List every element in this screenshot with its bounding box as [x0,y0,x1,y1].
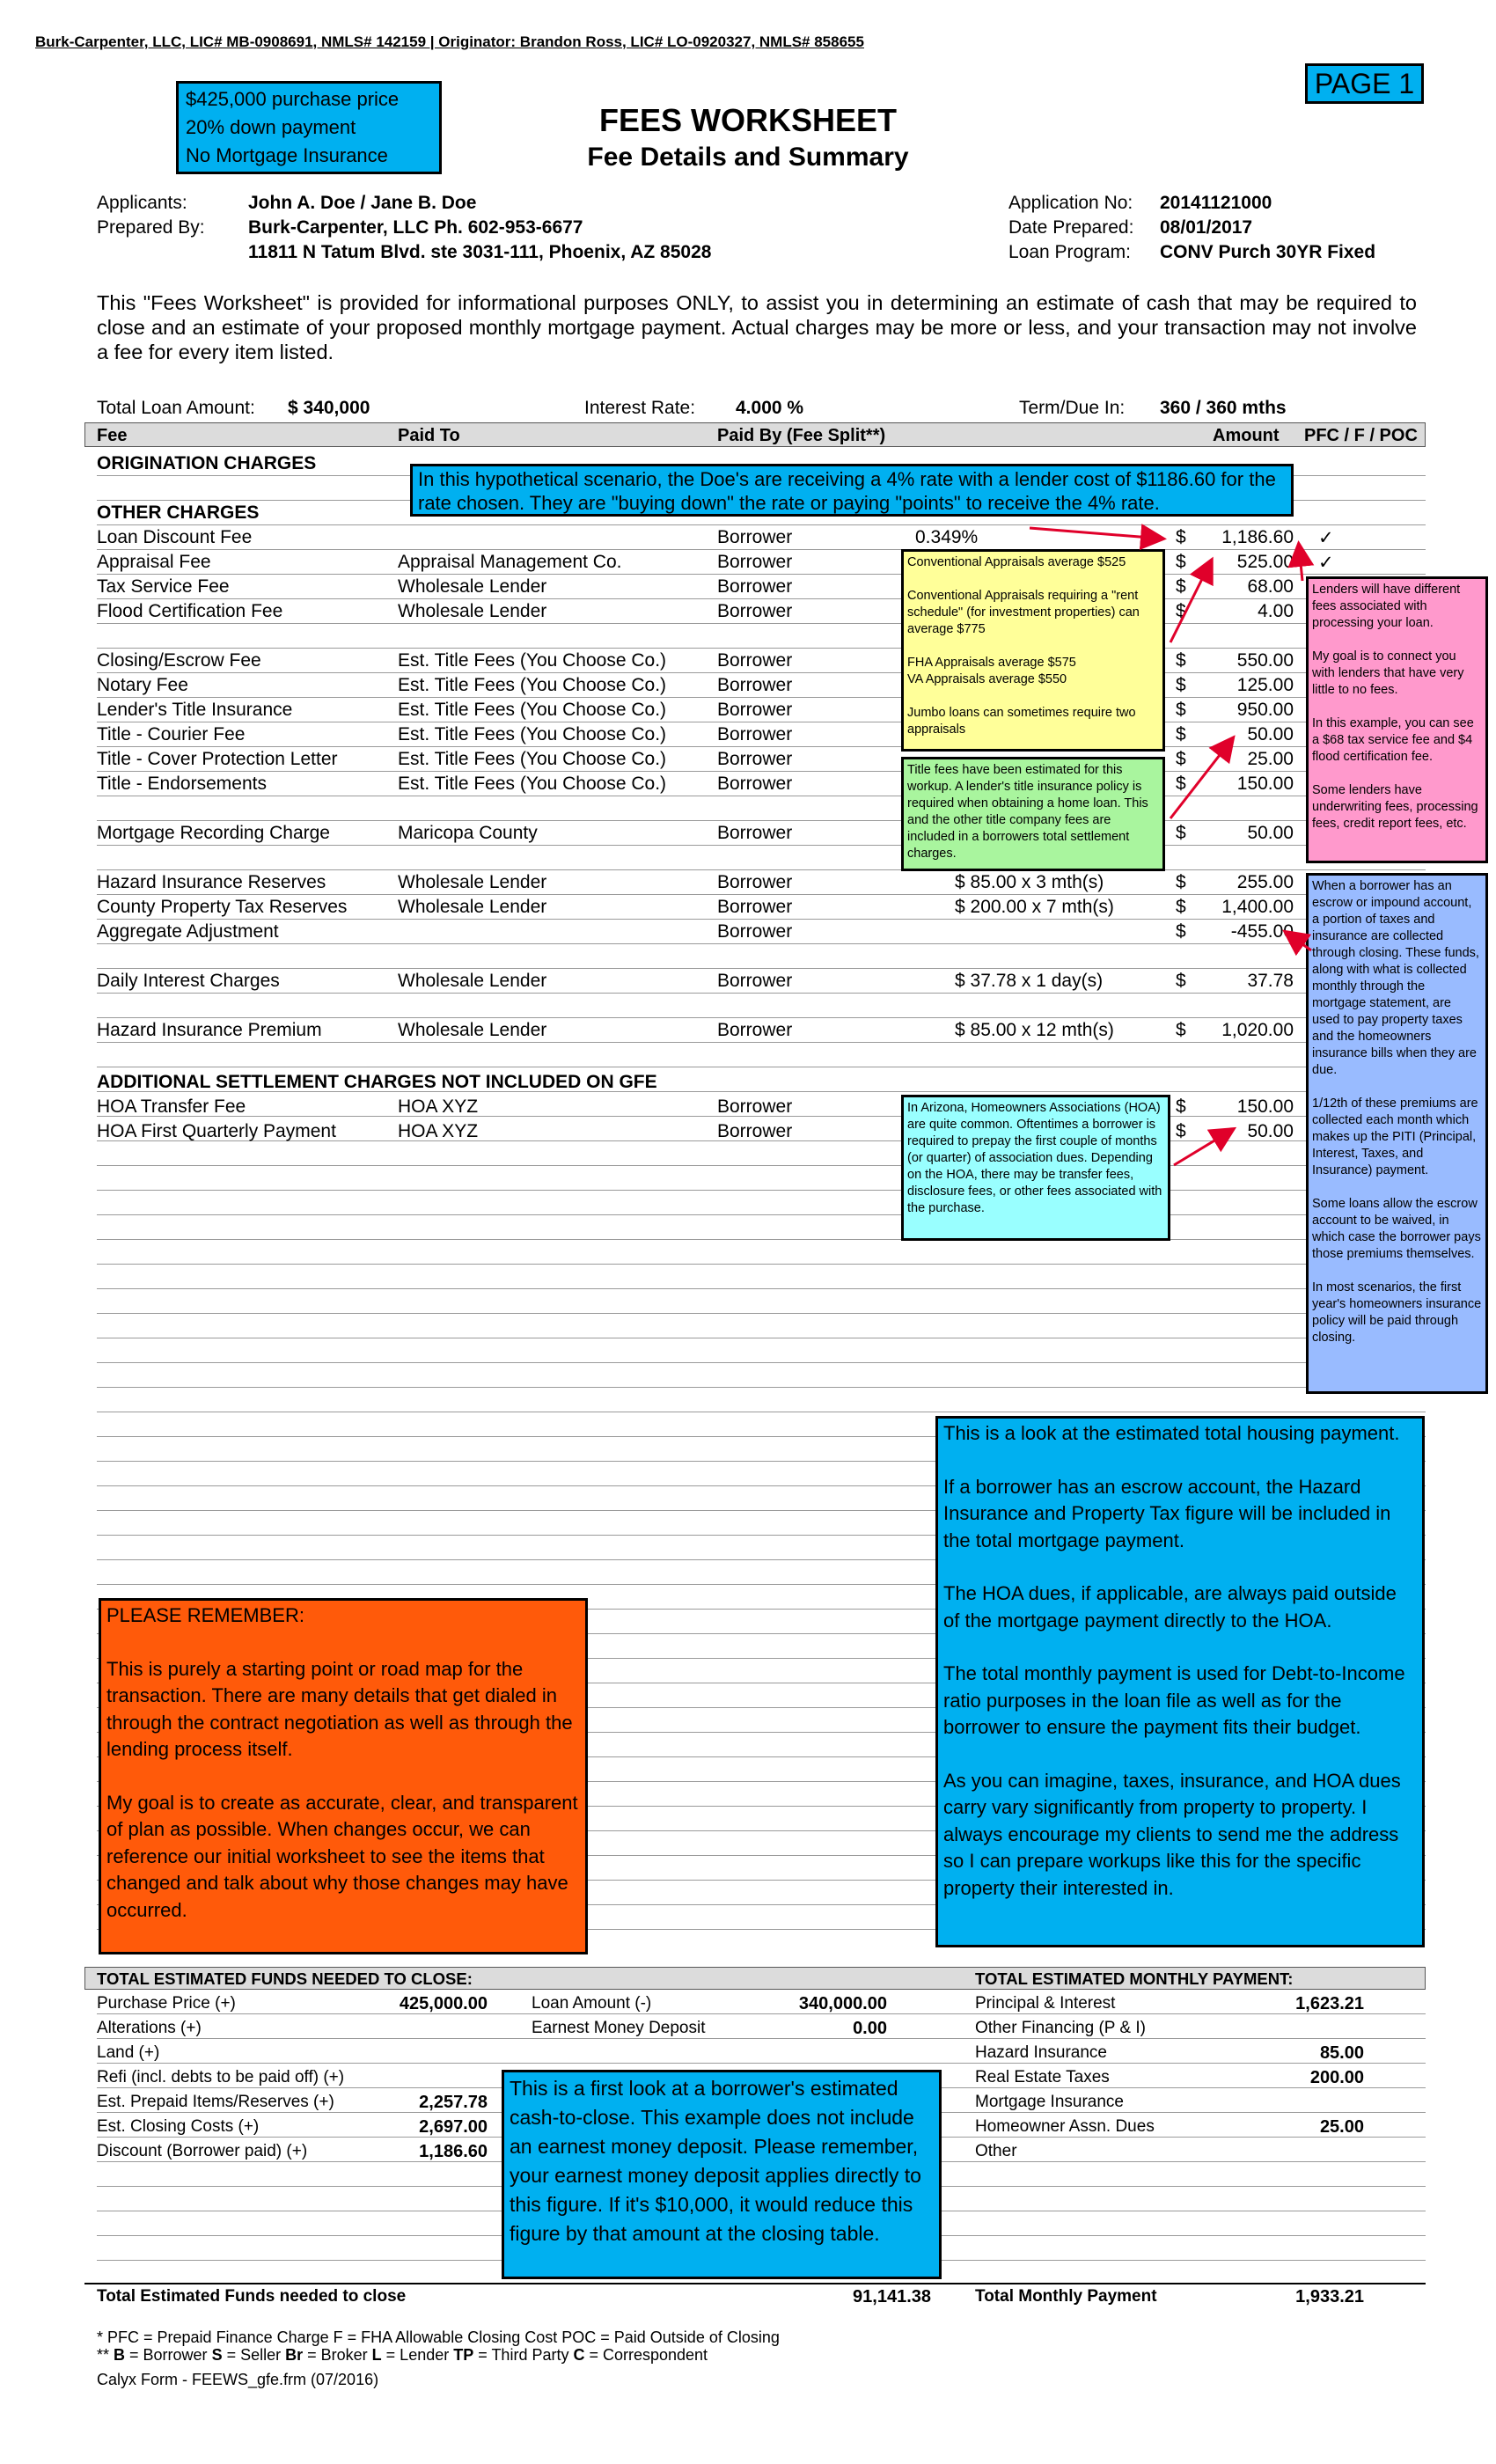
appraisal-note-line: VA Appraisals average $550 [907,672,1067,686]
fee-paid-by: Borrower [717,552,793,572]
fee-dollar-sign: $ [1176,897,1186,917]
fee-paid-to: Est. Title Fees (You Choose Co.) [398,724,667,744]
fee-amount: 50.00 [1247,823,1294,843]
fee-dollar-sign: $ [1176,527,1186,547]
page-title: FEES WORKSHEET [598,102,898,138]
section-origination: ORIGINATION CHARGES [97,453,317,473]
date-prepared-value: 08/01/2017 [1160,217,1253,238]
credit-row-value: 340,000.00 [798,1994,887,2013]
fee-detail: 0.349% [915,527,979,547]
fee-dollar-sign: $ [1176,921,1186,942]
fee-paid-to: Wholesale Lender [398,897,547,917]
fee-paid-by: Borrower [717,1020,793,1040]
arrow-icon [1174,1130,1232,1165]
fee-dollar-sign: $ [1176,1121,1186,1141]
footnote-part: = Broker [303,2346,372,2364]
monthly-row-label: Principal & Interest [975,1994,1116,2013]
payment-note-line: If a borrower has an escrow account, the Hazard Insurance and Property Tax figure will be included in the total mortgage payment. [943,1475,1391,1551]
fee-dollar-sign: $ [1176,700,1186,720]
fee-amount: 50.00 [1247,724,1294,744]
escrow-note-line: 1/12th of these premiums are collected each month which makes up the PITI (Principal, Interest, Taxes, and Insurance) payment. [1312,1096,1478,1177]
lender-note-line: My goal is to connect you with lenders that have very little to no fees. [1312,649,1464,697]
col-header-paid-to: Paid To [398,426,460,445]
remember-note-heading: PLEASE REMEMBER: [106,1604,304,1626]
fee-amount: 125.00 [1236,675,1294,695]
fee-dollar-sign: $ [1176,774,1186,794]
fee-paid-by: Borrower [717,872,793,892]
monthly-row-value: 85.00 [1319,2043,1364,2063]
fee-paid-by: Borrower [717,921,793,942]
lender-note-line: Some lenders have underwriting fees, processing fees, credit report fees, etc. [1312,783,1478,831]
fee-paid-by: Borrower [717,749,793,769]
col-header-pfc: PFC / F / POC [1304,426,1418,445]
fee-dollar-sign: $ [1176,749,1186,769]
fee-dollar-sign: $ [1176,823,1186,843]
fee-name: Flood Certification Fee [97,601,283,621]
monthly-row-label: Other [975,2142,1017,2160]
check-mark-icon: ✓ [1318,553,1334,573]
prepared-by-label: Prepared By: [97,217,205,238]
fee-paid-to: Wholesale Lender [398,872,547,892]
footnote-code: C [573,2346,585,2364]
scenario-note-line: 20% down payment [186,116,356,138]
arrow-icon [1170,739,1232,818]
date-prepared-label: Date Prepared: [1008,217,1134,238]
section-other-charges: OTHER CHARGES [97,502,260,523]
monthly-row-value: 200.00 [1309,2068,1364,2087]
footnote-line-2 [97,2346,708,2365]
fee-amount: 1,400.00 [1221,897,1294,917]
funds-row-label: Discount (Borrower paid) (+) [97,2142,308,2160]
fee-dollar-sign: $ [1176,1096,1186,1117]
fee-paid-to: HOA XYZ [398,1096,479,1117]
fee-name: Appraisal Fee [97,552,211,572]
monthly-row-value: 25.00 [1319,2117,1364,2137]
fee-name: Daily Interest Charges [97,971,280,991]
fee-detail: $ 37.78 x 1 day(s) [955,971,1104,991]
fee-paid-to: Est. Title Fees (You Choose Co.) [398,700,667,720]
funds-row-label: Est. Prepaid Items/Reserves (+) [97,2093,334,2111]
fee-amount: 68.00 [1247,576,1294,597]
fee-dollar-sign: $ [1176,601,1186,621]
fee-paid-by: Borrower [717,774,793,794]
applicants-value: John A. Doe / Jane B. Doe [248,193,477,213]
fee-dollar-sign: $ [1176,650,1186,671]
company-header-line: Burk-Carpenter, LLC, LIC# MB-0908691, NMLS# 142159 | Originator: Brandon Ross, LIC# LO-0920327, NMLS# 858655 [35,33,864,50]
fee-name: Aggregate Adjustment [97,921,279,942]
arrow-icon [1299,546,1302,581]
fee-paid-by: Borrower [717,724,793,744]
fee-amount: 550.00 [1236,650,1294,671]
fee-amount: 25.00 [1247,749,1294,769]
applicants-label: Applicants: [97,193,187,213]
prepared-by-value: Burk-Carpenter, LLC Ph. 602-953-6677 [248,217,583,238]
fee-name: Loan Discount Fee [97,527,253,547]
fee-amount: 50.00 [1247,1121,1294,1141]
fee-name: Mortgage Recording Charge [97,823,330,843]
footnote-part: ** [97,2346,114,2364]
footnote-part: = Seller [222,2346,286,2364]
fee-name: Title - Cover Protection Letter [97,749,338,769]
footnote-code: S [211,2346,223,2364]
fee-paid-to: Est. Title Fees (You Choose Co.) [398,675,667,695]
appraisal-note-line: Conventional Appraisals average $525 [907,555,1126,569]
total-loan-value: $ 340,000 [288,398,370,418]
payment-note-line: This is a look at the estimated total housing payment. [943,1422,1400,1444]
footnote-code: Br [285,2346,304,2364]
application-no-label: Application No: [1008,193,1133,213]
funds-row-label: Purchase Price (+) [97,1994,236,2013]
fee-paid-to: Est. Title Fees (You Choose Co.) [398,650,667,671]
credit-row-label: Loan Amount (-) [532,1994,652,2013]
monthly-row-label: Mortgage Insurance [975,2093,1124,2111]
escrow-note-line: When a borrower has an escrow or impound account, a portion of taxes and insurance are collected through closing. These funds, along with what is collected monthly through the mortgage statement, are used to pay property taxes and the homeowners insurance bills when they are due. [1312,879,1479,1077]
fee-paid-to: Maricopa County [398,823,538,843]
fee-paid-by: Borrower [717,971,793,991]
fee-detail: $ 200.00 x 7 mth(s) [955,897,1114,917]
fee-paid-by: Borrower [717,650,793,671]
funds-row-value: 1,186.60 [419,2142,488,2161]
escrow-note-line: In most scenarios, the first year's homeowners insurance policy will be paid through closing. [1312,1280,1482,1345]
fee-paid-by: Borrower [717,675,793,695]
funds-row-label: Land (+) [97,2043,160,2062]
page-label: PAGE 1 [1305,63,1424,104]
cash-to-close-note: This is a first look at a borrower's estimated cash-to-close. This example does not include an earnest money deposit. Please remember, your earnest money deposit applies directly to this figure. If it's $10,000, it would reduce this figure by that amount at the closing table. [502,2070,942,2279]
fee-dollar-sign: $ [1176,552,1186,572]
fee-paid-to: Wholesale Lender [398,601,547,621]
funds-row-label: Refi (incl. debts to be paid off) (+) [97,2068,345,2086]
appraisal-note-line: Jumbo loans can sometimes require two appraisals [907,706,1136,737]
fee-amount: 4.00 [1258,601,1294,621]
fee-name: Lender's Title Insurance [97,700,293,720]
funds-needed-heading: TOTAL ESTIMATED FUNDS NEEDED TO CLOSE: [97,1969,473,1988]
interest-rate-label: Interest Rate: [584,398,696,418]
remember-note-line: My goal is to create as accurate, clear, and transparent of plan as possible. When changes occur, we can reference our initial worksheet to see the items that changed and talk about why those changes may have occurred. [106,1791,578,1921]
term-value: 360 / 360 mths [1160,398,1287,418]
title-fees-note: Title fees have been estimated for this workup. A lender's title insurance policy is required when obtaining a home loan. This and the other title company fees are included in a borrowers total settlement charges. [901,757,1165,871]
total-funds-value: 91,141.38 [853,2287,931,2306]
loan-program-label: Loan Program: [1008,242,1131,262]
fee-amount: 525.00 [1236,552,1294,572]
funds-row-value: 425,000.00 [399,1994,488,2013]
appraisal-note-line: FHA Appraisals average $575 [907,656,1076,670]
funds-row-label: Est. Closing Costs (+) [97,2117,260,2136]
footnote-code: TP [453,2346,474,2364]
lender-note-line: In this example, you can see a $68 tax service fee and $4 flood certification fee. [1312,716,1474,764]
payment-note-line: The total monthly payment is used for Debt-to-Income ratio purposes in the loan file as well as for the borrower to ensure the payment fits their budget. [943,1662,1405,1738]
fee-name: Closing/Escrow Fee [97,650,261,671]
form-identifier: Calyx Form - FEEWS_gfe.frm (07/2016) [97,2371,379,2388]
fee-paid-to: Est. Title Fees (You Choose Co.) [398,749,667,769]
scenario-note-line: $425,000 purchase price [186,88,400,110]
fee-paid-by: Borrower [717,527,793,547]
escrow-note-line: Some loans allow the escrow account to be waived, in which case the borrower pays those premiums themselves. [1312,1197,1481,1261]
fee-name: HOA First Quarterly Payment [97,1121,336,1141]
arrow-icon [1287,933,1311,950]
total-funds-label: Total Estimated Funds needed to close [97,2287,407,2306]
scenario-note-line: No Mortgage Insurance [186,144,388,166]
appraisal-note-line: Conventional Appraisals requiring a "rent schedule" (for investment properties) can average $775 [907,589,1140,636]
fee-detail: $ 85.00 x 3 mth(s) [955,872,1104,892]
fee-amount: 255.00 [1236,872,1294,892]
monthly-row-label: Hazard Insurance [975,2043,1107,2062]
preparer-address: 11811 N Tatum Blvd. ste 3031-111, Phoenix, AZ 85028 [248,242,712,262]
fee-name: Hazard Insurance Premium [97,1020,322,1040]
fee-amount: 150.00 [1236,1096,1294,1117]
hoa-note: In Arizona, Homeowners Associations (HOA) are quite common. Oftentimes a borrower is required to prepay the first couple of months (or quarter) of association dues. Depending on the HOA, there may be transfer fees, disclosure fees, or other fees associated with the purchase. [901,1095,1170,1241]
fee-amount: 37.78 [1247,971,1294,991]
monthly-payment-heading: TOTAL ESTIMATED MONTHLY PAYMENT: [975,1969,1294,1988]
fee-paid-to: Est. Title Fees (You Choose Co.) [398,774,667,794]
footnote-part: = Third Party [473,2346,574,2364]
loan-program-value: CONV Purch 30YR Fixed [1160,242,1376,262]
application-no-value: 20141121000 [1160,193,1272,213]
payment-note-line: The HOA dues, if applicable, are always paid outside of the mortgage payment directly to the HOA. [943,1582,1397,1632]
fee-paid-to: Appraisal Management Co. [398,552,622,572]
funds-row-value: 2,697.00 [419,2117,488,2137]
fee-detail: $ 85.00 x 12 mth(s) [955,1020,1114,1040]
fee-paid-to: HOA XYZ [398,1121,479,1141]
monthly-row-label: Other Financing (P & I) [975,2019,1146,2037]
fee-name: Hazard Insurance Reserves [97,872,326,892]
fee-paid-by: Borrower [717,1096,793,1117]
fee-amount: 950.00 [1236,700,1294,720]
credit-row-label: Earnest Money Deposit [532,2019,706,2037]
fee-dollar-sign: $ [1176,576,1186,597]
monthly-row-label: Homeowner Assn. Dues [975,2117,1155,2136]
total-loan-label: Total Loan Amount: [97,398,255,418]
fee-dollar-sign: $ [1176,724,1186,744]
fee-amount: 1,020.00 [1221,1020,1294,1040]
footnote-line-1: * PFC = Prepaid Finance Charge F = FHA Allowable Closing Cost POC = Paid Outside of Closing [97,2328,780,2346]
fee-paid-by: Borrower [717,823,793,843]
remember-note-line: This is purely a starting point or road map for the transaction. There are many details that get dialed in through the contract negotiation as well as through the lending process itself. [106,1657,573,1760]
totals-divider [84,2283,1426,2284]
monthly-row-value: 1,623.21 [1295,1994,1364,2013]
credit-row-value: 0.00 [853,2019,887,2038]
fee-name: Tax Service Fee [97,576,230,597]
fee-dollar-sign: $ [1176,675,1186,695]
footnote-code: B [114,2346,126,2364]
fee-amount: 1,186.60 [1221,527,1294,547]
rate-note: In this hypothetical scenario, the Doe's are receiving a 4% rate with a lender cost of $1186.60 for the rate chosen. They are "buying down" the rate or paying "points" to receive the 4% rate. [410,464,1294,517]
fee-dollar-sign: $ [1176,872,1186,892]
funds-row-label: Alterations (+) [97,2019,202,2037]
fee-dollar-sign: $ [1176,1020,1186,1040]
interest-rate-value: 4.000 % [736,398,804,418]
fee-name: Title - Endorsements [97,774,267,794]
footnote-code: L [371,2346,382,2364]
fee-paid-by: Borrower [717,700,793,720]
fee-paid-by: Borrower [717,601,793,621]
col-header-fee: Fee [97,426,128,445]
page-subtitle: Fee Details and Summary [587,143,909,172]
fee-name: HOA Transfer Fee [97,1096,246,1117]
fee-paid-to: Wholesale Lender [398,971,547,991]
lender-note-line: Lenders will have different fees associated with processing your loan. [1312,583,1461,630]
col-header-amount: Amount [1213,426,1280,445]
section-additional: ADDITIONAL SETTLEMENT CHARGES NOT INCLUDED ON GFE [97,1072,657,1092]
payment-note-line: As you can imagine, taxes, insurance, and HOA dues carry vary significantly from property to property. I always encourage my clients to send me the address so I can prepare workups like this for the specific property their interested in. [943,1769,1401,1899]
fee-amount: 150.00 [1236,774,1294,794]
footnote-part: = Lender [381,2346,454,2364]
arrow-icon [1030,528,1162,539]
fee-paid-by: Borrower [717,576,793,597]
footnote-part: = Correspondent [584,2346,708,2364]
total-monthly-value: 1,933.21 [1295,2287,1364,2306]
monthly-row-label: Real Estate Taxes [975,2068,1110,2086]
fee-name: County Property Tax Reserves [97,897,348,917]
footnote-part: = Borrower [125,2346,212,2364]
fee-name: Title - Courier Fee [97,724,246,744]
fee-amount: -455.00 [1230,921,1294,942]
check-mark-icon: ✓ [1318,528,1334,548]
term-label: Term/Due In: [1019,398,1126,418]
disclaimer-paragraph: This "Fees Worksheet" is provided for informational purposes ONLY, to assist you in determining an estimate of cash that may be required to close and an estimate of your proposed monthly mortgage payment. Actual charges may be more or less, and your transaction may not involve a fee for every item listed. [97,291,1417,363]
fee-paid-to: Wholesale Lender [398,1020,547,1040]
arrow-icon [1170,561,1211,642]
total-monthly-label: Total Monthly Payment [975,2287,1157,2306]
fee-paid-by: Borrower [717,1121,793,1141]
fee-dollar-sign: $ [1176,971,1186,991]
fee-paid-by: Borrower [717,897,793,917]
fee-paid-to: Wholesale Lender [398,576,547,597]
funds-row-value: 2,257.78 [419,2093,488,2112]
fee-name: Notary Fee [97,675,188,695]
col-header-paid-by: Paid By (Fee Split**) [717,426,886,445]
